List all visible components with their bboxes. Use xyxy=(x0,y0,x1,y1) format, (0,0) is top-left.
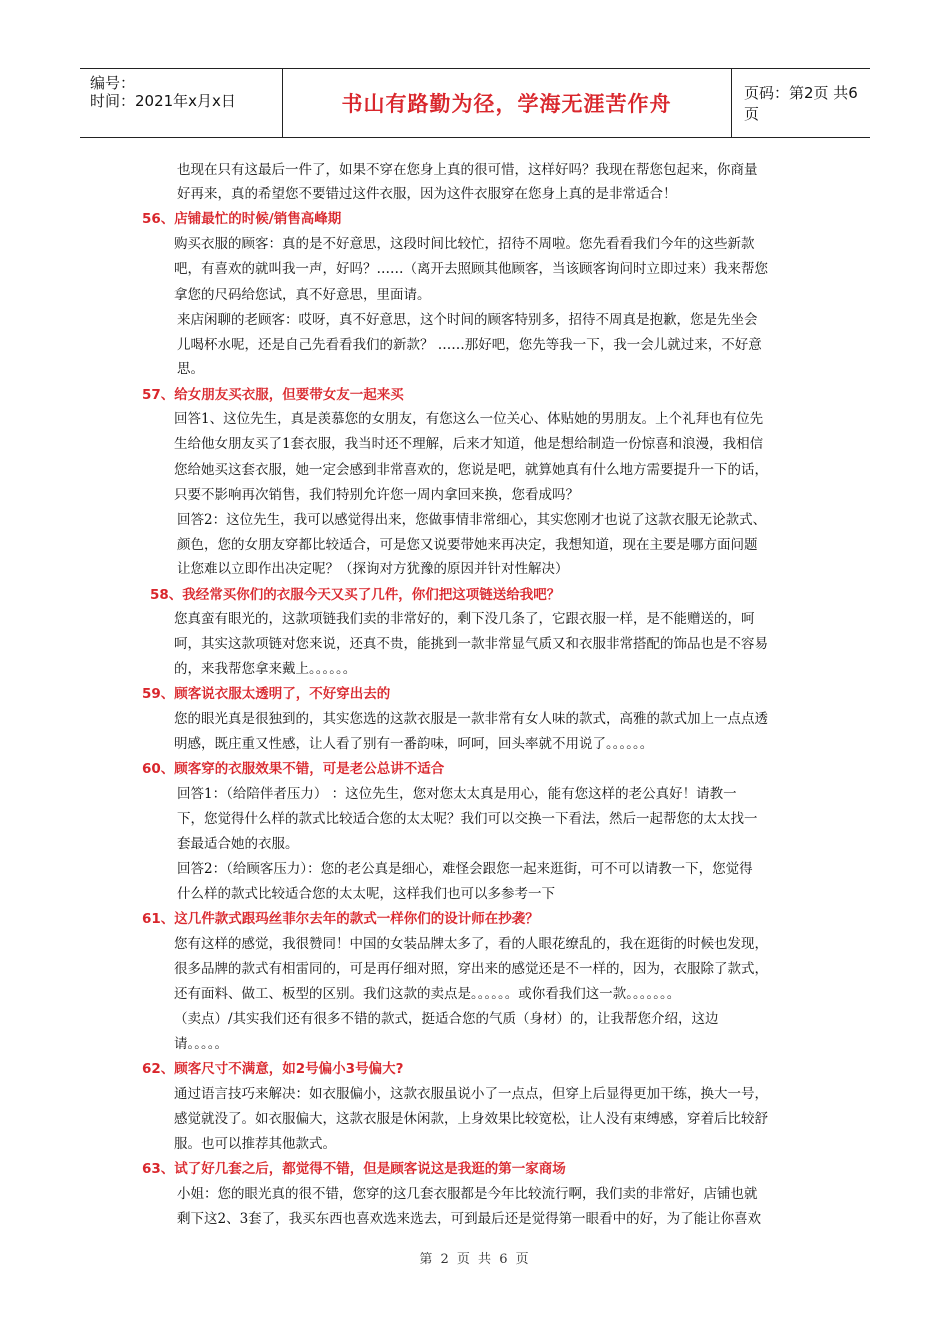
body-text-line: 儿喝杯水呢，还是自己先看看我们的新款？ ……那好吧，您先等我一下，我一会儿就过来，不好意 xyxy=(177,337,762,353)
body-text-line: 还有面料、做工、板型的区别。我们这款的卖点是。。。。。。或你看我们这一款。。。。。。。 xyxy=(174,986,681,1002)
page-footer: 第 2 页 共 6 页 xyxy=(419,1252,531,1267)
body-text-line: 思。 xyxy=(177,361,204,377)
body-text-line: 来店闲聊的老顾客：哎呀，真不好意思，这个时间的顾客特别多，招待不周真是抱歉，您是先坐会 xyxy=(177,312,758,328)
header-page-cell xyxy=(732,69,870,137)
body-text-line: 您的眼光真是很独到的，其实您选的这款衣服是一款非常有女人味的款式，高雅的款式加上一点点透 xyxy=(174,711,768,727)
question-heading: 58、我经常买你们的衣服今天又买了几件，你们把这项链送给我吧？ xyxy=(150,587,561,603)
body-text-line: 回答1：（给陪伴者压力） ：这位先生，您对您太太真是用心，能有您这样的老公真好！请教一 xyxy=(177,786,737,802)
body-text-line: 请。。。。。 xyxy=(174,1036,228,1052)
page-header xyxy=(80,68,870,138)
body-text-line: 呵，其实这款项链对您来说，还真不贵，能挑到一款非常显气质又和衣服非常搭配的饰品也是不容易 xyxy=(174,636,768,652)
body-text-line: 什么样的款式比较适合您的太太呢，这样我们也可以多参考一下 xyxy=(177,886,555,902)
body-text-line: 回答2：（给顾客压力）：您的老公真是细心，难怪会跟您一起来逛街，可不可以请教一下，您觉得 xyxy=(177,861,753,877)
question-heading: 57、给女朋友买衣服，但要带女友一起来买 xyxy=(142,387,404,403)
body-text-line: 吧，有喜欢的就叫我一声，好吗？……（离开去照顾其他顾客，当该顾客询问时立即过来）我来帮您 xyxy=(174,261,768,277)
body-text-line: 剩下这2、3套了，我买东西也喜欢选来选去，可到最后还是觉得第一眼看中的好，为了能让你喜欢 xyxy=(177,1211,762,1227)
body-text-line: 回答2：这位先生，我可以感觉得出来，您做事情非常细心，其实您刚才也说了这款衣服无论款式、 xyxy=(177,512,767,528)
body-text-line: 明感，既庄重又性感，让人看了别有一番韵味，呵呵，回头率就不用说了。。。。。。 xyxy=(174,736,654,752)
body-text-line: 您给她买这套衣服，她一定会感到非常喜欢的，您说是吧，就算她真有什么地方需要提升一下的话， xyxy=(174,462,768,478)
body-text-line: 您有这样的感觉，我很赞同！中国的女装品牌太多了，看的人眼花缭乱的，我在逛街的时候也发现， xyxy=(174,936,768,952)
question-heading: 62、顾客尺寸不满意，如2号偏小3号偏大? xyxy=(142,1061,404,1077)
body-text-line: 通过语言技巧来解决：如衣服偏小，这款衣服虽说小了一点点，但穿上后显得更加干练，换大一号， xyxy=(174,1086,768,1102)
question-heading: 60、顾客穿的衣服效果不错，可是老公总讲不适合 xyxy=(142,761,445,777)
body-text-line: 只要不影响再次销售，我们特别允许您一周内拿回来换，您看成吗？ xyxy=(174,487,579,503)
body-text-line: 感觉就没了。如衣服偏大，这款衣服是休闲款，上身效果比较宽松，让人没有束缚感，穿着后比较舒 xyxy=(174,1111,768,1127)
header-meta-cell xyxy=(80,69,283,137)
header-page-code: 页码：第2页 共6页 xyxy=(744,84,858,123)
question-heading: 63、试了好几套之后，都觉得不错，但是顾客说这是我逛的第一家商场 xyxy=(142,1161,566,1177)
body-text-line: 拿您的尺码给您试，真不好意思，里面请。 xyxy=(174,287,431,303)
question-heading: 61、这几件款式跟玛丝菲尔去年的款式一样你们的设计师在抄袭？ xyxy=(142,911,539,927)
body-text-line: 服。也可以推荐其他款式。 xyxy=(174,1136,336,1152)
body-text-line: 小姐：您的眼光真的很不错，您穿的这几套衣服都是今年比较流行啊，我们卖的非常好，店铺也就 xyxy=(177,1186,758,1202)
body-text-line: 您真蛮有眼光的，这款项链我们卖的非常好的，剩下没几条了，它跟衣服一样，是不能赠送的，呵 xyxy=(174,611,755,627)
body-text-line: 的，来我帮您拿来戴上。。。。。。 xyxy=(174,661,357,677)
header-motto: 书山有路勤为径，学海无涯苦作舟 xyxy=(341,91,672,116)
document-number-label: 编号： xyxy=(90,74,136,92)
document-date-label: 时间：2021年x月x日 xyxy=(90,92,236,110)
question-heading: 59、顾客说衣服太透明了，不好穿出去的 xyxy=(142,686,391,702)
body-text-line: 回答1、这位先生，真是羡慕您的女朋友，有您这么一位关心、体贴她的男朋友。上个礼拜也有位先 xyxy=(174,411,764,427)
body-text-line: 购买衣服的顾客：真的是不好意思，这段时间比较忙，招待不周啦。您先看看我们今年的这些新款 xyxy=(174,236,755,252)
body-text-line: 好再来，真的希望您不要错过这件衣服，因为这件衣服穿在您身上真的是非常适合！ xyxy=(177,186,677,202)
body-text-line: （卖点）/其实我们还有很多不错的款式，挺适合您的气质（身材）的，让我帮您介绍，这边 xyxy=(174,1011,719,1027)
question-heading: 56、店铺最忙的时候/销售高峰期 xyxy=(142,211,342,227)
body-text-line: 让您难以立即作出决定呢？（探询对方犹豫的原因并针对性解决） xyxy=(177,561,569,577)
body-text-line: 生给他女朋友买了1套衣服，我当时还不理解，后来才知道，他是想给制造一份惊喜和浪漫，我相信 xyxy=(174,436,764,452)
body-text-line: 也现在只有这最后一件了，如果不穿在您身上真的很可惜，这样好吗？我现在帮您包起来，你商量 xyxy=(177,162,758,178)
body-text-line: 很多品牌的款式有相雷同的，可是再仔细对照，穿出来的感觉还是不一样的，因为，衣服除了款式， xyxy=(174,961,768,977)
body-text-line: 套最适合她的衣服。 xyxy=(177,836,299,852)
body-text-line: 下，您觉得什么样的款式比较适合您的太太呢？我们可以交换一下看法，然后一起帮您的太太找一 xyxy=(177,811,758,827)
header-motto-cell xyxy=(282,69,732,137)
body-text-line: 颜色，您的女朋友穿都比较适合，可是您又说要带她来再决定，我想知道，现在主要是哪方面问题 xyxy=(177,537,758,553)
